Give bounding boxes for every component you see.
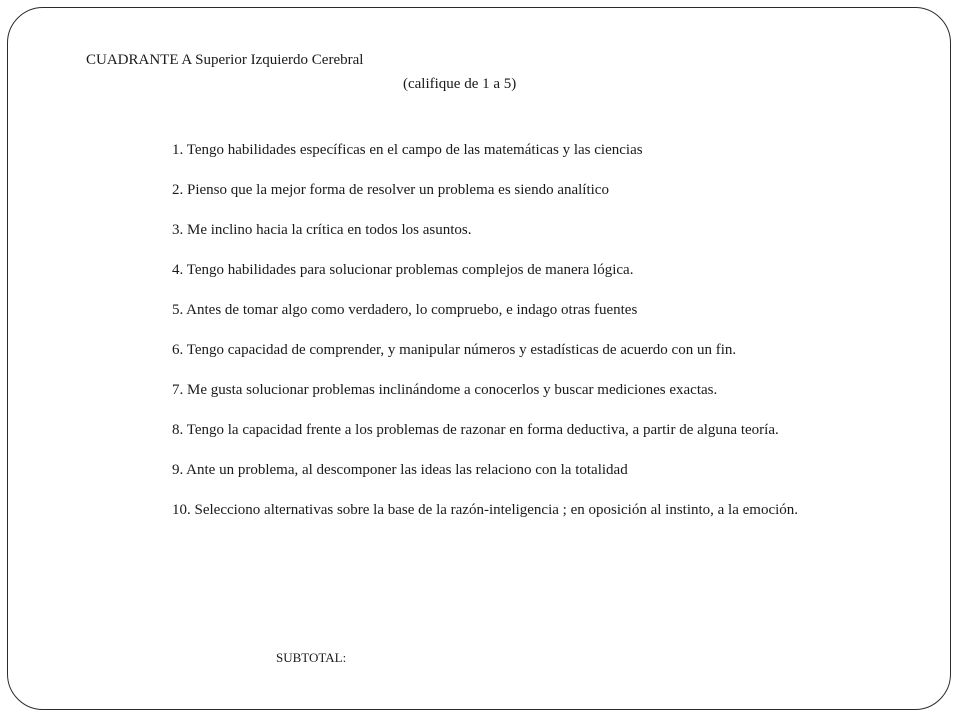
question-item: 6. Tengo capacidad de comprender, y manipular números y estadísticas de acuerdo con un fin. [172, 342, 737, 358]
question-item: 9. Ante un problema, al descomponer las ideas las relaciono con la totalidad [172, 462, 628, 478]
subtotal-label: SUBTOTAL: [276, 650, 347, 665]
rating-instruction: (califique de 1 a 5) [403, 76, 517, 92]
question-item: 5. Antes de tomar algo como verdadero, lo compruebo, e indago otras fuentes [172, 302, 638, 318]
question-item: 10. Selecciono alternativas sobre la base de la razón-inteligencia ; en oposición al instinto, a la emoción. [172, 502, 799, 518]
quadrant-title: CUADRANTE A Superior Izquierdo Cerebral [86, 52, 364, 68]
question-item: 4. Tengo habilidades para solucionar problemas complejos de manera lógica. [172, 262, 634, 278]
question-item: 8. Tengo la capacidad frente a los problemas de razonar en forma deductiva, a partir de alguna teoría. [172, 422, 779, 438]
question-item: 1. Tengo habilidades específicas en el campo de las matemáticas y las ciencias [172, 142, 643, 158]
question-item: 3. Me inclino hacia la crítica en todos los asuntos. [172, 222, 472, 238]
question-item: 2. Pienso que la mejor forma de resolver un problema es siendo analítico [172, 182, 609, 198]
question-item: 7. Me gusta solucionar problemas inclinándome a conocerlos y buscar mediciones exactas. [172, 382, 718, 398]
question-list [172, 140, 832, 540]
